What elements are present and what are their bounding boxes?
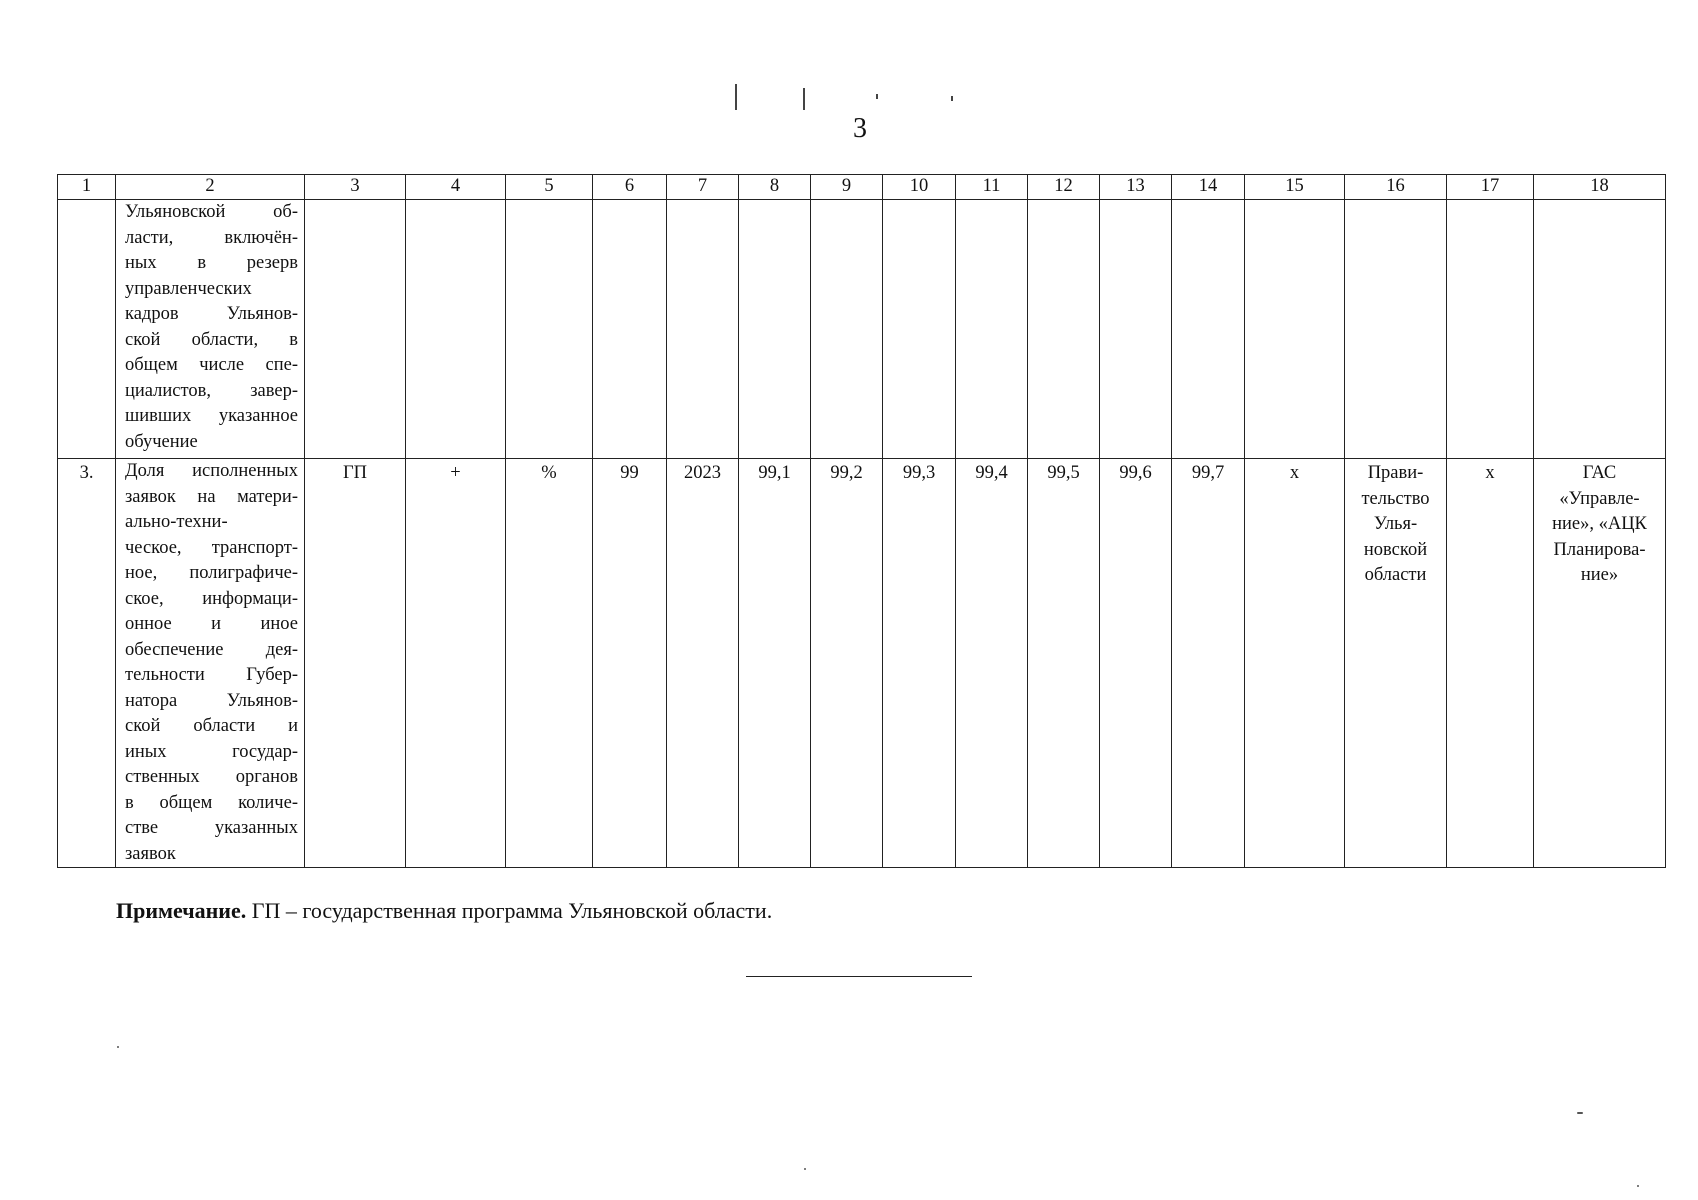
column-number: 12 (1028, 175, 1100, 200)
empty-cell (956, 200, 1028, 459)
responsible-body-cell (1345, 459, 1447, 868)
system-line: ние», «АЦК (1552, 514, 1647, 534)
description-line: заявок (125, 843, 176, 864)
responsible-line: Прави- (1367, 463, 1424, 483)
description-line: ской области, в (125, 329, 298, 350)
description-line: ческое, транспорт- (125, 537, 298, 558)
empty-cell (667, 200, 739, 459)
value-cell: 99,1 (739, 459, 811, 868)
scan-artifact (876, 94, 878, 99)
column-number: 13 (1100, 175, 1172, 200)
description-line: ально-техни- (125, 512, 228, 532)
system-line: ние» (1580, 565, 1619, 585)
value-cell: 99,4 (956, 459, 1028, 868)
empty-cell (1172, 200, 1245, 459)
x-cell: x (1447, 459, 1534, 868)
description-line: ское, информаци- (125, 588, 298, 609)
column-number: 3 (305, 175, 406, 200)
system-line: «Управле- (1559, 488, 1640, 509)
description-line: управленческих (125, 278, 252, 299)
scan-speck (1577, 1112, 1583, 1114)
description-line: заявок на матери- (125, 486, 298, 507)
scan-artifact (951, 96, 953, 101)
column-number: 6 (593, 175, 667, 200)
responsible-line: Улья- (1373, 514, 1418, 534)
scan-artifact (735, 84, 737, 110)
program-type-cell: ГП (305, 459, 406, 868)
value-cell: 99,7 (1172, 459, 1245, 868)
column-number: 17 (1447, 175, 1534, 200)
empty-cell (1447, 200, 1534, 459)
column-number: 4 (406, 175, 506, 200)
scan-speck (117, 1046, 119, 1048)
empty-cell (1534, 200, 1666, 459)
scan-artifact (803, 88, 805, 110)
indicator-description (116, 200, 305, 459)
page-number: 3 (853, 113, 867, 144)
description-line: обучение (125, 431, 198, 452)
description-line: ственных органов (125, 767, 298, 787)
column-number: 11 (956, 175, 1028, 200)
column-number: 14 (1172, 175, 1245, 200)
column-number-row (58, 175, 1666, 200)
value-cell: 99,5 (1028, 459, 1100, 868)
description-line: ное, полиграфиче- (125, 563, 298, 583)
description-line: иных государ- (125, 741, 298, 762)
column-number: 8 (739, 175, 811, 200)
column-number: 5 (506, 175, 593, 200)
empty-cell (739, 200, 811, 459)
description-line: стве указанных (125, 818, 298, 838)
description-line: кадров Ульянов- (125, 304, 298, 324)
description-line: ных в резерв (125, 253, 298, 273)
row-number-cell (58, 200, 116, 459)
indicator-description (116, 459, 305, 868)
empty-cell (1245, 200, 1345, 459)
system-line: Планирова- (1553, 539, 1646, 560)
empty-cell (506, 200, 593, 459)
description-line: тельности Губер- (125, 665, 298, 685)
system-line: ГАС (1582, 463, 1617, 483)
table-row-continuation (58, 200, 1666, 459)
description-line: общем числе спе- (125, 355, 298, 375)
empty-cell (593, 200, 667, 459)
value-cell: 99,6 (1100, 459, 1172, 868)
description-line: онное и иное (125, 614, 298, 634)
description-line: в общем количе- (125, 792, 298, 813)
base-value-cell: 99 (593, 459, 667, 868)
empty-cell (406, 200, 506, 459)
indicators-table (57, 174, 1666, 868)
footnote-text: ГП – государственная программа Ульяновской области. (246, 898, 773, 923)
responsible-line: области (1364, 565, 1427, 585)
column-number: 15 (1245, 175, 1345, 200)
description-line: шивших указанное (125, 406, 298, 426)
base-year-cell: 2023 (667, 459, 739, 868)
column-number: 10 (883, 175, 956, 200)
column-number: 9 (811, 175, 883, 200)
scan-speck (804, 1168, 806, 1170)
responsible-line: новской (1363, 539, 1428, 560)
description-line: Доля исполненных (125, 461, 298, 481)
row-number-cell: 3. (58, 459, 116, 868)
unit-cell: % (506, 459, 593, 868)
empty-cell (1345, 200, 1447, 459)
column-number: 1 (58, 175, 116, 200)
footnote (116, 896, 1316, 926)
description-line: ской области и (125, 716, 298, 736)
description-line: обеспечение дея- (125, 639, 298, 660)
value-cell: 99,2 (811, 459, 883, 868)
growth-direction-cell: + (406, 459, 506, 868)
responsible-line: тельство (1361, 488, 1430, 509)
description-line: Ульяновской об- (125, 202, 298, 222)
end-divider (746, 976, 972, 977)
scan-speck (1637, 1185, 1639, 1187)
column-number: 7 (667, 175, 739, 200)
column-number: 18 (1534, 175, 1666, 200)
empty-cell (305, 200, 406, 459)
empty-cell (883, 200, 956, 459)
information-system-cell (1534, 459, 1666, 868)
footnote-label: Примечание. (116, 898, 247, 923)
column-number: 16 (1345, 175, 1447, 200)
description-line: ласти, включён- (125, 227, 298, 248)
empty-cell (1100, 200, 1172, 459)
value-cell: 99,3 (883, 459, 956, 868)
column-number: 2 (116, 175, 305, 200)
empty-cell (811, 200, 883, 459)
description-line: циалистов, завер- (125, 380, 298, 401)
empty-cell (1028, 200, 1100, 459)
x-cell: x (1245, 459, 1345, 868)
description-line: натора Ульянов- (125, 690, 298, 711)
table-row-3 (58, 459, 1666, 868)
